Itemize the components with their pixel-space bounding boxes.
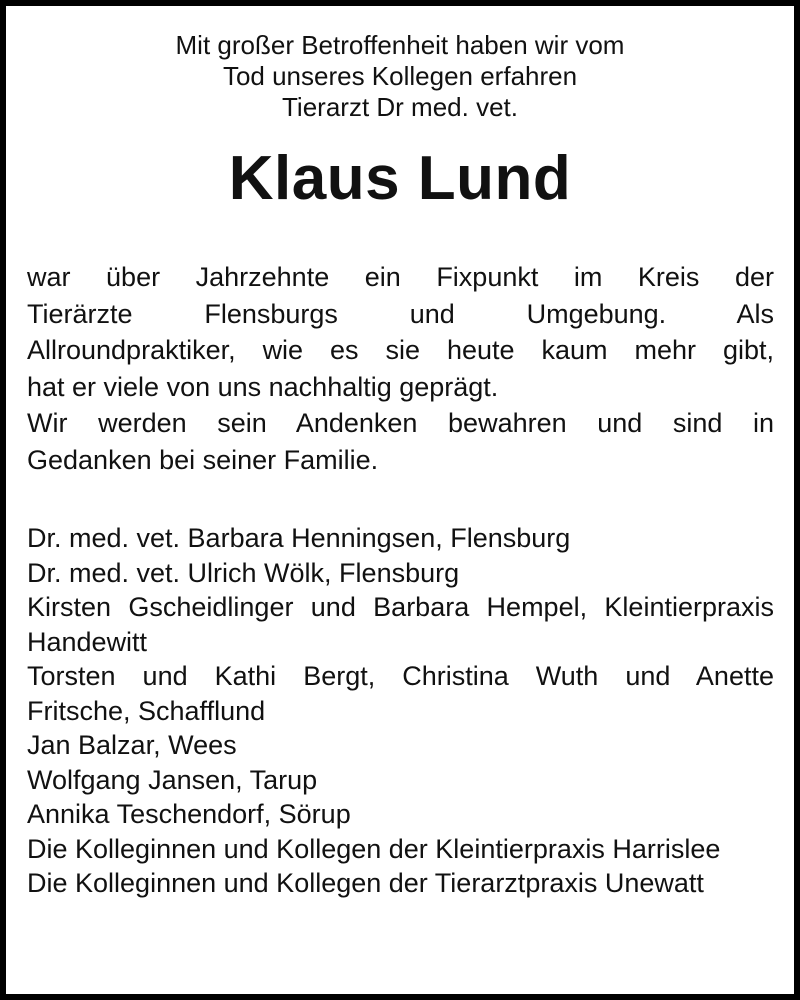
tribute-line: war über Jahrzehnte ein Fixpunkt im Kreis der bbox=[27, 262, 774, 292]
signatory-line: Torsten und Kathi Bergt, Christina Wuth und Anette bbox=[27, 661, 774, 691]
signatory-line: Jan Balzar, Wees bbox=[27, 730, 237, 760]
signatory-line: Dr. med. vet. Ulrich Wölk, Flensburg bbox=[27, 557, 460, 588]
signatory-line: Dr. med. vet. Barbara Henningsen, Flensburg bbox=[27, 523, 571, 553]
intro-line: Mit großer Betroffenheit haben wir vom bbox=[175, 30, 625, 60]
signatory-line: Die Kolleginnen und Kollegen der Tierarztpraxis Unewatt bbox=[27, 868, 704, 898]
tribute-line: hat er viele von uns nachhaltig geprägt. bbox=[27, 371, 499, 402]
intro-line: Tod unseres Kollegen erfahren bbox=[222, 61, 578, 91]
signatory-line: Wolfgang Jansen, Tarup bbox=[27, 764, 318, 795]
tribute-line: Allroundpraktiker, wie es sie heute kaum mehr gibt, bbox=[27, 335, 774, 366]
signatory-line: Handewitt bbox=[27, 626, 148, 657]
signatory-line: Die Kolleginnen und Kollegen der Kleintierpraxis Harrislee bbox=[27, 833, 721, 864]
signatory-line: Kirsten Gscheidlinger und Barbara Hempel, Kleintierpraxis bbox=[27, 592, 774, 622]
intro-text bbox=[6, 30, 794, 123]
tribute-paragraph bbox=[27, 259, 774, 479]
intro-line: Tierarzt Dr med. vet. bbox=[282, 92, 518, 122]
obituary-notice bbox=[6, 6, 794, 994]
tribute-line: Gedanken bei seiner Familie. bbox=[27, 444, 379, 475]
deceased-name: Klaus Lund bbox=[228, 144, 572, 213]
signatory-line: Annika Teschendorf, Sörup bbox=[27, 799, 351, 829]
signatory-line: Fritsche, Schafflund bbox=[27, 695, 266, 726]
signatories-list bbox=[27, 521, 774, 901]
tribute-line: Tierärzte Flensburgs und Umgebung. Als bbox=[27, 298, 774, 329]
tribute-line: Wir werden sein Andenken bewahren und sind in bbox=[27, 408, 774, 439]
